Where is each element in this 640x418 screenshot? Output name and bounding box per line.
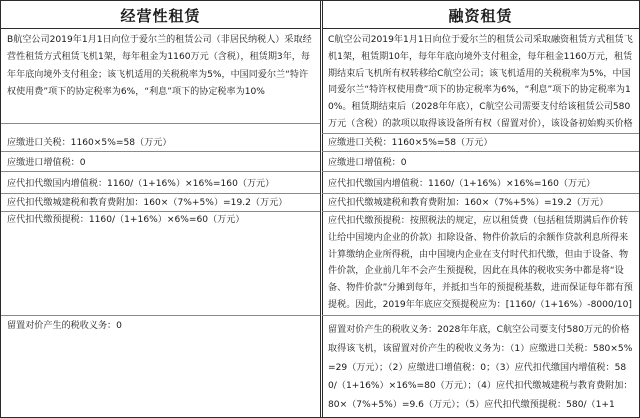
column-divider-left [320,1,321,417]
operating-lease-intro: B航空公司2019年1月1日向位于爱尔兰的租赁公司（非居民纳税人）采取经营性租赁方式租赁飞机1架，每年租金为1160万元（含税），租赁期3年，每年年底向境外支付租金；该飞机适用的关税税率为5%，中国同爱尔兰“特许权使用费”项下的协定税率为6%，“利息”项下的协定税率为10% [1,29,320,124]
left-withholding-vat: 应代扣代缴国内增值税：1160/（1+16%）×16%=160（万元） [1,173,320,194]
right-withholding-income-tax: 应代扣代缴预提税：按照税法的规定，应以租赁费（包括租赁期满后作价转让给中国境内企业的价款）扣除设备、物件价款后的余额作贷款利息所得来计算缴纳企业所得税，由中国境内企业在支付时代扣代缴，但由于设备、物件价款，企业前几年不会产生预提税，因此在具体的税收实务中都是将“设备、物件价款”分摊到每年，并抵扣当年的预提税基数，进而保证每年都有预提税。因此，2019年年底应交预提税应为：[1160/（1+16%）-8000/10] [322,213,639,316]
right-title-transfer: 留置对价产生的税收义务：2028年年底，C航空公司要支付580万元的价格取得该飞机，该留置对价产生的税收义务为：（1）应缴进口关税：580×5%=29（万元）；（2）应缴进口增值税：0；（3）应代扣代缴国内增值税：580/（1+16%）×16%=80（万元）；（4）应代扣代缴城建税与教育费附加：80×（7%+5%）=9.6（万元）；（5）应代扣代缴预提税：580/（1+1 [328,325,633,411]
left-import-vat: 应缴进口增值税：0 [1,153,320,172]
left-title-transfer: 留置对价产生的税收义务：0 [7,321,122,331]
left-customs-duty: 应缴进口关税：1160×5%=58（万元） [1,135,320,152]
finance-lease-header: 融资租赁 [322,1,639,29]
operating-lease-column [1,1,320,417]
right-withholding-vat: 应代扣代缴国内增值税：1160/（1+16%）×16%=160（万元） [322,173,639,194]
right-customs-duty: 应缴进口关税：1160×5%=58（万元） [322,135,639,152]
finance-lease-column [322,1,639,417]
right-import-vat: 应缴进口增值税：0 [322,153,639,172]
left-surcharges: 应代扣代缴城建税和教育费附加：160×（7%+5%）=19.2（万元） [1,195,320,212]
right-surcharges: 应代扣代缴城建税和教育费附加：160×（7%+5%）=19.2（万元） [322,195,639,212]
left-withholding-income-tax: 应代扣代缴预提税：1160/（1+16%）×6%=60（万元） [1,213,320,316]
operating-lease-header: 经营性租赁 [1,1,320,29]
finance-lease-intro: C航空公司2019年1月1日向位于爱尔兰的租赁公司采取融资租赁方式租赁飞机1架，租赁期10年，每年年底向境外支付租金，每年租金1160万元，租赁期结束后飞机所有权转移给C航空公司；该飞机适用的关税税率为5%，中国同爱尔兰“特许权使用费”项下的协定税率为6%，“利息”项下的协定税率为10%。租赁期结束后（2028年年底），C航空公司需要支付给该租赁公司580万元（含税）的款项以取得该设备所有权（留置对价），该设备初始购买价格 [322,29,639,134]
